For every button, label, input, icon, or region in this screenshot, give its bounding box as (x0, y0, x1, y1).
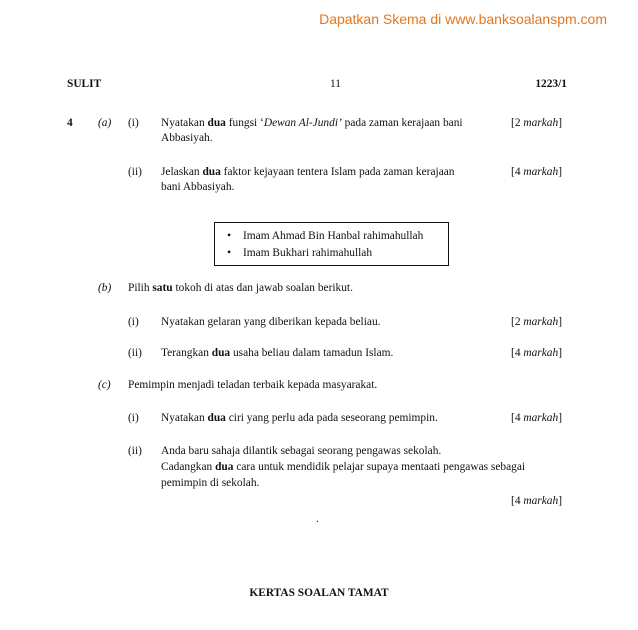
marks-b-ii (511, 346, 562, 361)
subpart-b-ii-label: (ii) (128, 347, 142, 359)
part-c-text: Pemimpin menjadi teladan terbaik kepada masyarakat. (128, 379, 378, 391)
marks-open: [4 (511, 166, 524, 178)
marks-close: ] (558, 117, 562, 129)
subpart-c-ii-line3: pemimpin di sekolah. (161, 477, 260, 489)
subpart-c-ii-line1: Anda baru sahaja dilantik sebagai seorang pengawas sekolah. (161, 445, 442, 457)
emphasis-word: dua (215, 461, 234, 473)
text-fragment: Jelaskan (161, 166, 203, 178)
marks-close: ] (558, 412, 562, 424)
marks-word: markah (523, 117, 559, 129)
subpart-c-i-text (161, 411, 438, 426)
subpart-a-ii-label: (ii) (128, 166, 142, 178)
figure-name: Imam Bukhari rahimahullah (243, 247, 373, 259)
stray-dot: . (316, 513, 319, 525)
marks-c-i (511, 411, 562, 426)
marks-word: markah (523, 412, 559, 424)
text-fragment: tokoh di atas dan jawab soalan berikut. (172, 282, 353, 294)
emphasis-word: dua (202, 166, 221, 178)
part-c-label: (c) (98, 379, 111, 391)
end-of-paper: KERTAS SOALAN TAMAT (249, 587, 389, 599)
subpart-a-ii-text-line2: bani Abbasiyah. (161, 181, 235, 193)
subpart-a-ii-text (161, 165, 455, 180)
text-fragment: Nyatakan (161, 117, 208, 129)
subpart-b-i-label: (i) (128, 316, 139, 328)
figures-box (214, 222, 449, 266)
subpart-c-ii-label: (ii) (128, 445, 142, 457)
subpart-a-i-text-line2: Abbasiyah. (161, 132, 213, 144)
marks-close: ] (558, 347, 562, 359)
emphasis-word: dua (207, 117, 226, 129)
emphasis-word: dua (207, 412, 226, 424)
question-number: 4 (67, 117, 73, 129)
marks-word: markah (523, 347, 559, 359)
page-number: 11 (330, 78, 341, 90)
marks-open: [4 (511, 412, 524, 424)
emphasis-word: satu (152, 282, 173, 294)
marks-word: markah (523, 316, 559, 328)
marks-open: [2 (511, 316, 524, 328)
figure-list-item (227, 244, 448, 261)
subpart-c-ii-line2 (161, 460, 525, 475)
text-fragment: cara untuk mendidik pelajar supaya mentaati pengawas sebagai (233, 461, 526, 473)
marks-close: ] (558, 495, 562, 507)
part-b-label: (b) (98, 282, 112, 294)
part-a-label: (a) (98, 117, 112, 129)
paper-code: 1223/1 (535, 78, 567, 90)
text-fragment: usaha beliau dalam tamadun Islam. (230, 347, 394, 359)
marks-open: [4 (511, 495, 524, 507)
text-fragment: ciri yang perlu ada pada seseorang pemimpin. (225, 412, 438, 424)
header-sulit: SULIT (67, 78, 102, 90)
marks-word: markah (523, 166, 559, 178)
marks-word: markah (523, 495, 559, 507)
marks-open: [2 (511, 117, 524, 129)
bullet-icon: • (227, 245, 232, 259)
text-fragment: Terangkan (161, 347, 212, 359)
bullet-icon: • (227, 228, 232, 242)
subpart-c-i-label: (i) (128, 412, 139, 424)
text-fragment: Pilih (128, 282, 153, 294)
marks-open: [4 (511, 347, 524, 359)
subpart-b-i-text: Nyatakan gelaran yang diberikan kepada beliau. (161, 316, 381, 328)
subpart-a-i-text (161, 116, 463, 131)
text-fragment: fungsi ‘ (225, 117, 264, 129)
text-fragment: faktor kejayaan tentera Islam pada zaman kerajaan (220, 166, 455, 178)
italic-term: Dewan Al-Jundi’ (263, 117, 342, 129)
part-b-text (128, 281, 353, 296)
figure-list-item (227, 227, 448, 244)
marks-a-i (511, 116, 562, 131)
website-banner: Dapatkan Skema di www.banksoalanspm.com (319, 11, 607, 27)
text-fragment: pada zaman kerajaan bani (341, 117, 463, 129)
marks-a-ii (511, 165, 562, 180)
subpart-b-ii-text (161, 346, 393, 361)
text-fragment: Nyatakan (161, 412, 208, 424)
text-fragment: Cadangkan (161, 461, 216, 473)
emphasis-word: dua (211, 347, 231, 359)
subpart-a-i-label: (i) (128, 117, 139, 129)
marks-close: ] (558, 166, 562, 178)
figure-name: Imam Ahmad Bin Hanbal rahimahullah (243, 230, 424, 242)
marks-c-ii (511, 494, 562, 509)
marks-b-i (511, 315, 562, 330)
marks-close: ] (558, 316, 562, 328)
